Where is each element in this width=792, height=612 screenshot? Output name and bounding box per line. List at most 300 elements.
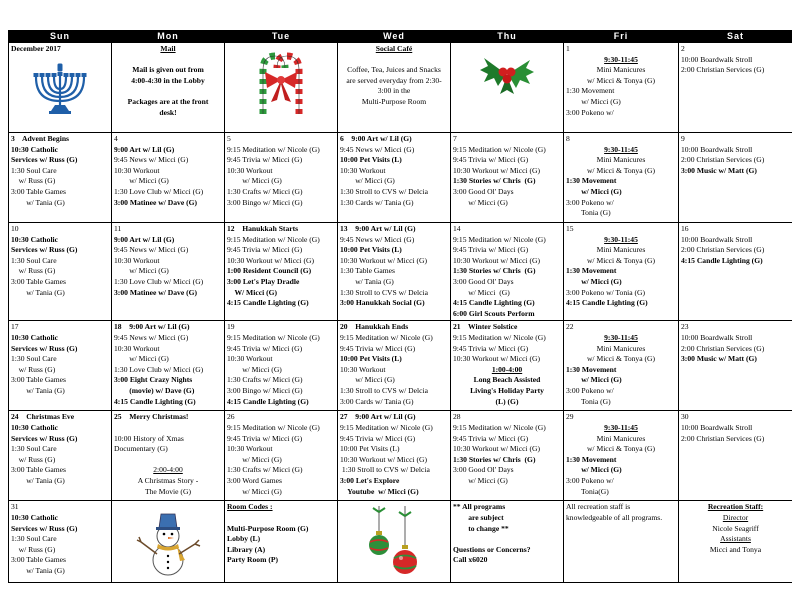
event-line: 3:00 Pokeno w/ [566,385,614,395]
event-line: Services w/ Russ (G) [11,523,78,533]
event-line: 3:00 Music w/ Matt (G) [681,354,757,364]
event-line [114,86,222,97]
event-line: 9:45 Trivia w/ Micci (G) [227,245,303,255]
event-line: 2:00 Christian Services (G) [681,65,765,75]
day-heading: December 2017 [11,44,61,53]
event-line: Coffee, Tea, Juices and Snacks [347,65,441,75]
event-line: 9:15 Meditation w/ Nicole (G) [340,332,433,342]
event-line: w/ Micci (G) [566,276,622,286]
event-line: 1:30 Table Games [340,266,396,276]
weekday-sat: Sat [679,31,792,43]
event-line: Library (A) [227,544,266,554]
event-line: 1:30 Stories w/ Chris (G) [453,266,536,276]
event-line: 6:00 Girl Scouts Perform [453,308,535,318]
event-line: w/ Micci (G) [114,354,169,364]
event-line: 2:00 Christian Services (G) [681,343,765,353]
event-line: to change ** [453,523,509,533]
event-line: Living's Holiday Party [470,385,544,395]
event-line: are served everyday from 2:30- [346,75,442,85]
event-line: w/ Micci (G) [566,465,622,475]
event-line: Micci and Tonya [709,544,762,554]
day-cell-thu [451,223,564,321]
event-line: Tonia (G) [566,208,611,218]
event-line: 10:30 Workout w/ Micci (G) [453,444,540,454]
day-cell-sun [9,501,112,583]
day-cell-thu [451,133,564,223]
day-heading: Room Codes : [227,502,273,512]
day-heading: Mail [160,44,176,53]
event-line: 3:00 Matinee w/ Dave (G) [114,197,198,207]
event-line: (movie) w/ Dave (G) [114,385,195,395]
event-line: Mail is given out from [132,65,204,75]
event-line: 3:00 Bingo w/ Micci (G) [227,385,303,395]
day-heading: 14 [453,224,461,233]
event-line: 10:30 Workout w/ Micci (G) [453,255,540,265]
event-line: 1:30 Stories w/ Chris (G) [453,176,536,186]
day-heading: 4 [114,134,118,143]
day-cell-thu [451,501,564,583]
event-line: Mini Manicures [596,65,646,75]
event-line: Long Beach Assisted [473,375,541,385]
event-line: 9:15 Meditation w/ Nicole (G) [227,144,320,154]
event-line: w/ Micci (G) [453,287,510,297]
event-line: 1:30 Love Club w/ Micci (G) [114,186,204,196]
event-line: 9:00 Art w/ Lil (G) [114,234,175,244]
event-line: 3:00 in the [377,86,411,96]
event-line: 3:00 Good Ol' Days [453,186,514,196]
day-heading: 29 [566,412,574,422]
day-heading: 27 9:00 Art w/ Lil (G) [340,412,416,422]
event-line: 1:30 Love Club w/ Micci (G) [114,364,204,374]
event-line: 9:45 News w/ Micci (G) [114,245,189,255]
event-line: 1:30 Movement [566,86,615,96]
day-heading: 5 [227,134,231,143]
event-line: w/ Tania (G) [11,385,65,395]
event-line: 3:00 Pokeno w/ Tonia (G) [566,287,646,297]
event-line: 3:00 Pokeno w/ [566,475,614,485]
event-line: 9:30-11:45 [604,234,638,244]
event-line: 9:15 Meditation w/ Nicole (G) [227,422,320,432]
event-line: 10:00 Boardwalk Stroll [681,422,753,432]
weekday-header-row [9,31,792,43]
event-line: 10:00 Pet Visits (L) [340,444,400,454]
event-line: 9:15 Meditation w/ Nicole (G) [453,332,546,342]
event-line: w/ Russ (G) [11,364,56,374]
day-cell-tue [225,43,338,133]
day-cell-mon [112,501,225,583]
day-cell-sat [679,133,792,223]
event-line: w/ Micci (G) [453,475,508,485]
day-heading: 19 [227,322,235,332]
event-line: 3:00 Bingo w/ Micci (G) [227,197,303,207]
weekday-mon: Mon [112,31,225,43]
event-line: 3:00 Matinee w/ Dave (G) [114,287,198,297]
event-line: w/ Russ (G) [11,454,56,464]
event-line: 9:15 Meditation w/ Nicole (G) [453,234,546,244]
event-line: 9:45 Trivia w/ Micci (G) [340,433,416,443]
event-line: 10:00 Pet Visits (L) [340,354,402,364]
event-line: 10:00 Boardwalk Stroll [681,332,753,342]
event-line: 10:30 Workout [340,165,386,175]
event-line: w/ Micci (G) [340,375,395,385]
day-cell-mon [112,411,225,501]
day-cell-thu [451,411,564,501]
event-line: 9:30-11:45 [604,54,638,64]
event-line: Tonia(G) [566,486,609,496]
event-line: 3:00 Cards w/ Tania (G) [340,396,414,406]
day-cell-tue [225,321,338,411]
event-line: 3:00 Let's Explore [340,475,400,485]
day-cell-thu [451,321,564,411]
event-line: 1:30 Soul Care [11,444,57,454]
event-line: 1:00 Resident Council (G) [227,266,312,276]
day-cell-tue [225,501,338,583]
event-line: 10:30 Workout w/ Micci (G) [453,165,540,175]
day-cell-sat [679,223,792,321]
event-line [114,423,222,434]
event-line: w/ Micci (G) [453,197,508,207]
calendar-grid [8,30,792,583]
day-cell-fri [564,321,679,411]
event-line: Mini Manicures [596,343,646,353]
day-heading: 22 [566,322,574,332]
day-cell-mon [112,223,225,321]
event-line: 1:30 Soul Care [11,165,57,175]
day-cell-fri [564,43,679,133]
event-line: w/ Micci (G) [227,176,282,186]
event-line: 1:30 Soul Care [11,534,57,544]
event-line: 1:30 Stroll to CVS w/ Delcia [340,287,428,297]
day-heading: 31 [11,502,19,512]
week-row [9,321,792,411]
event-line: Nicole Seagriff [712,523,759,533]
event-line: w/ Micci (G) [340,176,395,186]
event-line: 4:15 Candle Lighting (G) [114,396,196,406]
event-line: Questions or Concerns? [453,544,531,554]
day-cell-sat [679,321,792,411]
event-line: 4:15 Candle Lighting (G) [453,298,535,308]
event-line: 9:45 Trivia w/ Micci (G) [227,155,303,165]
day-heading: 2 [681,44,685,53]
event-line: 9:45 Trivia w/ Micci (G) [340,343,416,353]
holly-icon [453,48,561,98]
event-line: 9:45 News w/ Micci (G) [340,144,415,154]
event-line [227,513,335,524]
event-line: 4:00-4:30 in the Lobby [131,75,205,85]
day-cell-wed [338,321,451,411]
day-heading: All recreation staff is [566,502,631,512]
event-line: 9:30-11:45 [604,144,638,154]
day-cell-thu [451,43,564,133]
event-line: 9:30-11:45 [604,332,638,342]
event-line: 3:00 Good Ol' Days [453,276,514,286]
event-line: 9:45 News w/ Micci (G) [114,332,189,342]
event-line: w/ Micci (G) [566,96,621,106]
day-heading: 23 [681,322,689,332]
event-line: Call x6020 [453,555,488,565]
event-line: Assistants [720,534,751,544]
event-line: 9:15 Meditation w/ Nicole (G) [453,422,546,432]
event-line: 3:00 Pokeno w/ [566,197,614,207]
day-heading: 10 [11,224,19,233]
event-line: w/ Micci (G) [114,266,169,276]
day-cell-tue [225,223,338,321]
event-line: 1:30 Movement [566,266,617,276]
event-line: w/ Tania (G) [11,287,65,297]
weekday-sun: Sun [9,31,112,43]
event-line: Multi-Purpose Room [361,96,427,106]
event-line: Mini Manicures [596,155,646,165]
event-line: w/ Micci & Tonya (G) [586,165,656,175]
day-cell-fri [564,223,679,321]
day-heading: 21 Winter Solstice [453,322,518,332]
weekday-tue: Tue [225,31,338,43]
event-line: Tonia (G) [566,396,611,406]
event-line: 10:00 Boardwalk Stroll [681,144,753,154]
event-line: w/ Micci & Tonya (G) [586,255,656,265]
event-line: 10:30 Workout [227,165,273,175]
event-line: 9:30-11:45 [604,422,638,432]
event-line: 3:00 Word Games [227,475,282,485]
event-line: 3:00 Good Ol' Days [453,465,514,475]
event-line: 10:30 Catholic [11,144,59,154]
event-line: Services w/ Russ (G) [11,155,78,165]
day-heading: 17 [11,322,19,332]
event-line: 10:00 Boardwalk Stroll [681,234,753,244]
day-cell-fri [564,411,679,501]
event-line [114,55,222,66]
day-heading: 26 [227,412,235,422]
day-cell-sat [679,501,792,583]
event-line: w/ Micci (G) [114,176,169,186]
day-heading: 24 Christmas Eve [11,412,75,422]
day-cell-tue [225,133,338,223]
event-line: 10:30 Workout [227,354,273,364]
event-line: Services w/ Russ (G) [11,343,78,353]
event-line: 3:00 Table Games [11,465,67,475]
event-line [453,534,561,545]
day-cell-mon [112,43,225,133]
event-line: w/ Tania (G) [11,565,65,575]
day-cell-sun [9,411,112,501]
day-cell-mon [112,321,225,411]
event-line: w/ Micci & Tonya (G) [586,354,656,364]
event-line: 9:45 Trivia w/ Micci (G) [453,155,529,165]
event-line: 10:30 Workout w/ Micci (G) [227,255,314,265]
event-line: w/ Russ (G) [11,176,56,186]
event-line: w/ Micci (G) [227,454,282,464]
event-line: 10:30 Workout w/ Micci (G) [453,354,540,364]
event-line: 10:30 Workout [227,444,273,454]
day-cell-sun [9,223,112,321]
event-line: 9:00 Art w/ Lil (G) [114,144,175,154]
event-line: Services w/ Russ (G) [11,245,78,255]
event-line: 3:00 Pokeno w/ [566,107,614,117]
event-line: 10:00 Pet Visits (L) [340,245,402,255]
event-line: w/ Russ (G) [11,266,56,276]
event-line: 9:45 News w/ Micci (G) [114,155,189,165]
event-line: w/ Micci (G) [227,486,282,496]
snowman-icon [114,506,222,578]
weekday-fri: Fri [564,31,679,43]
day-heading: 20 Hanukkah Ends [340,322,409,332]
day-heading: 6 9:00 Art w/ Lil (G) [340,134,412,143]
week-row [9,411,792,501]
event-line: w/ Tania (G) [11,475,65,485]
day-heading: 28 [453,412,461,422]
day-cell-tue [225,411,338,501]
day-heading: 7 [453,134,457,143]
weekday-wed: Wed [338,31,451,43]
event-line: 10:30 Catholic [11,422,59,432]
event-line: 9:15 Meditation w/ Nicole (G) [340,422,433,432]
event-line: 10:30 Workout w/ Micci (G) [340,454,427,464]
event-line: 4:15 Candle Lighting (G) [227,298,309,308]
event-line: 1:30 Movement [566,176,617,186]
day-cell-sat [679,43,792,133]
event-line: 1:30 Stroll to CVS w/ Delcia [340,186,428,196]
event-line: 9:45 News w/ Micci (G) [340,234,415,244]
event-line: 3:00 Let's Play Dradle [227,276,300,286]
day-cell-fri [564,133,679,223]
event-line: 1:30 Crafts w/ Micci (G) [227,375,303,385]
event-line: Multi-Purpose Room (G) [227,523,309,533]
event-line: Mini Manicures [596,433,646,443]
event-line: 10:30 Catholic [11,512,59,522]
event-line: w/ Micci (G) [566,375,622,385]
event-line [114,455,222,466]
event-line: 1:30 Stories w/ Chris (G) [453,454,536,464]
event-line: 1:30 Love Club w/ Micci (G) [114,276,204,286]
event-line: 4:15 Candle Lighting (G) [681,255,763,265]
event-line: 1:30 Crafts w/ Micci (G) [227,465,303,475]
event-line: 10:00 Pet Visits (L) [340,155,402,165]
day-heading: 13 9:00 Art w/ Lil (G) [340,224,416,233]
event-line: 3:00 Music w/ Matt (G) [681,165,757,175]
day-heading: 30 [681,412,689,422]
candy-cane-icon [227,48,335,118]
event-line: 9:45 Trivia w/ Micci (G) [227,433,303,443]
event-line: 3:00 Hanukkah Social (G) [340,298,425,308]
day-heading: 15 [566,224,574,233]
event-line: 3:00 Eight Crazy Nights [114,375,193,385]
day-heading: 8 [566,134,570,143]
event-line: Documentary (G) [114,444,168,454]
event-line: 4:15 Candle Lighting (G) [566,298,648,308]
day-heading: 3 Advent Begins [11,134,70,143]
event-line: 10:30 Workout [114,165,160,175]
event-line: 1:30 Soul Care [11,255,57,265]
event-line: w/ Micci & Tonya (G) [586,444,656,454]
event-line: 10:30 Catholic [11,234,59,244]
event-line [340,55,448,66]
day-heading: 11 [114,224,122,233]
weekday-thu: Thu [451,31,564,43]
day-heading: 9 [681,134,685,143]
day-heading: Recreation Staff: [707,502,764,512]
event-line: 3:00 Table Games [11,276,67,286]
event-line: 2:00 Christian Services (G) [681,245,765,255]
day-heading: 18 9:00 Art w/ Lil (G) [114,322,190,332]
event-line: w/ Russ (G) [11,544,56,554]
day-heading: ** All programs [453,502,506,512]
event-line: Packages are at the front [127,96,209,106]
event-line: w/ Tania (G) [340,276,394,286]
day-cell-wed [338,411,451,501]
ornaments-icon [340,506,448,578]
event-line: 10:30 Catholic [11,332,59,342]
day-cell-sun [9,133,112,223]
event-line: 1:30 Crafts w/ Micci (G) [227,186,303,196]
event-line: desk! [159,107,177,117]
event-line: 2:00 Christian Services (G) [681,155,765,165]
day-heading: 25 Merry Christmas! [114,412,189,422]
week-row [9,223,792,321]
event-line: The Movie (G) [145,486,191,496]
event-line: 9:15 Meditation w/ Nicole (G) [227,332,320,342]
event-line: 4:15 Candle Lighting (G) [227,396,309,406]
day-cell-mon [112,133,225,223]
menorah-icon [11,61,109,119]
day-cell-sun [9,321,112,411]
day-heading: 12 Hanukkah Starts [227,224,299,233]
day-cell-wed [338,501,451,583]
event-line: W/ Micci (G) [227,287,278,297]
event-line: Party Room (P) [227,555,279,565]
week-row [9,133,792,223]
event-line: 1:00-4:00 [491,364,523,374]
event-line: w/ Micci (G) [566,186,622,196]
event-line: 10:30 Workout w/ Micci (G) [340,255,427,265]
event-line: are subject [453,512,504,522]
day-cell-sat [679,411,792,501]
event-line: 9:45 Trivia w/ Micci (G) [453,433,529,443]
event-line: 3:00 Table Games [11,375,67,385]
day-cell-wed [338,43,451,133]
event-line: w/ Tania (G) [11,197,65,207]
event-line: 1:30 Cards w/ Tania (G) [340,197,414,207]
event-line: 1:30 Soul Care [11,354,57,364]
day-cell-fri [564,501,679,583]
event-line: Services w/ Russ (G) [11,433,78,443]
event-line: 10:00 History of Xmas [114,433,184,443]
event-line: 3:00 Table Games [11,186,67,196]
event-line: A Christmas Story - [137,475,199,485]
week-row [9,43,792,133]
event-line: Mini Manicures [596,245,646,255]
event-line: 9:45 Trivia w/ Micci (G) [453,245,529,255]
event-line: 3:00 Table Games [11,555,67,565]
event-line: 10:00 Boardwalk Stroll [681,54,753,64]
day-heading: 16 [681,224,689,233]
event-line: 2:00 Christian Services (G) [681,433,765,443]
event-line: knowledgeable of all programs. [566,512,663,522]
event-line: Lobby (L) [227,534,261,544]
event-line: 10:30 Workout [114,255,160,265]
event-line: w/ Micci (G) [227,364,282,374]
event-line: (L) (G) [495,396,519,406]
event-line: 1:30 Movement [566,364,617,374]
day-cell-wed [338,223,451,321]
event-line: 10:30 Workout [340,364,386,374]
event-line: 1:30 Movement [566,454,617,464]
event-line: 9:45 Trivia w/ Micci (G) [453,343,529,353]
event-line: 9:15 Meditation w/ Nicole (G) [227,234,320,244]
event-line: Director [722,512,749,522]
day-cell-sun [9,43,112,133]
event-line: 10:30 Workout [114,343,160,353]
event-line: 1:30 Stroll to CVS w/ Delcia [340,465,430,475]
